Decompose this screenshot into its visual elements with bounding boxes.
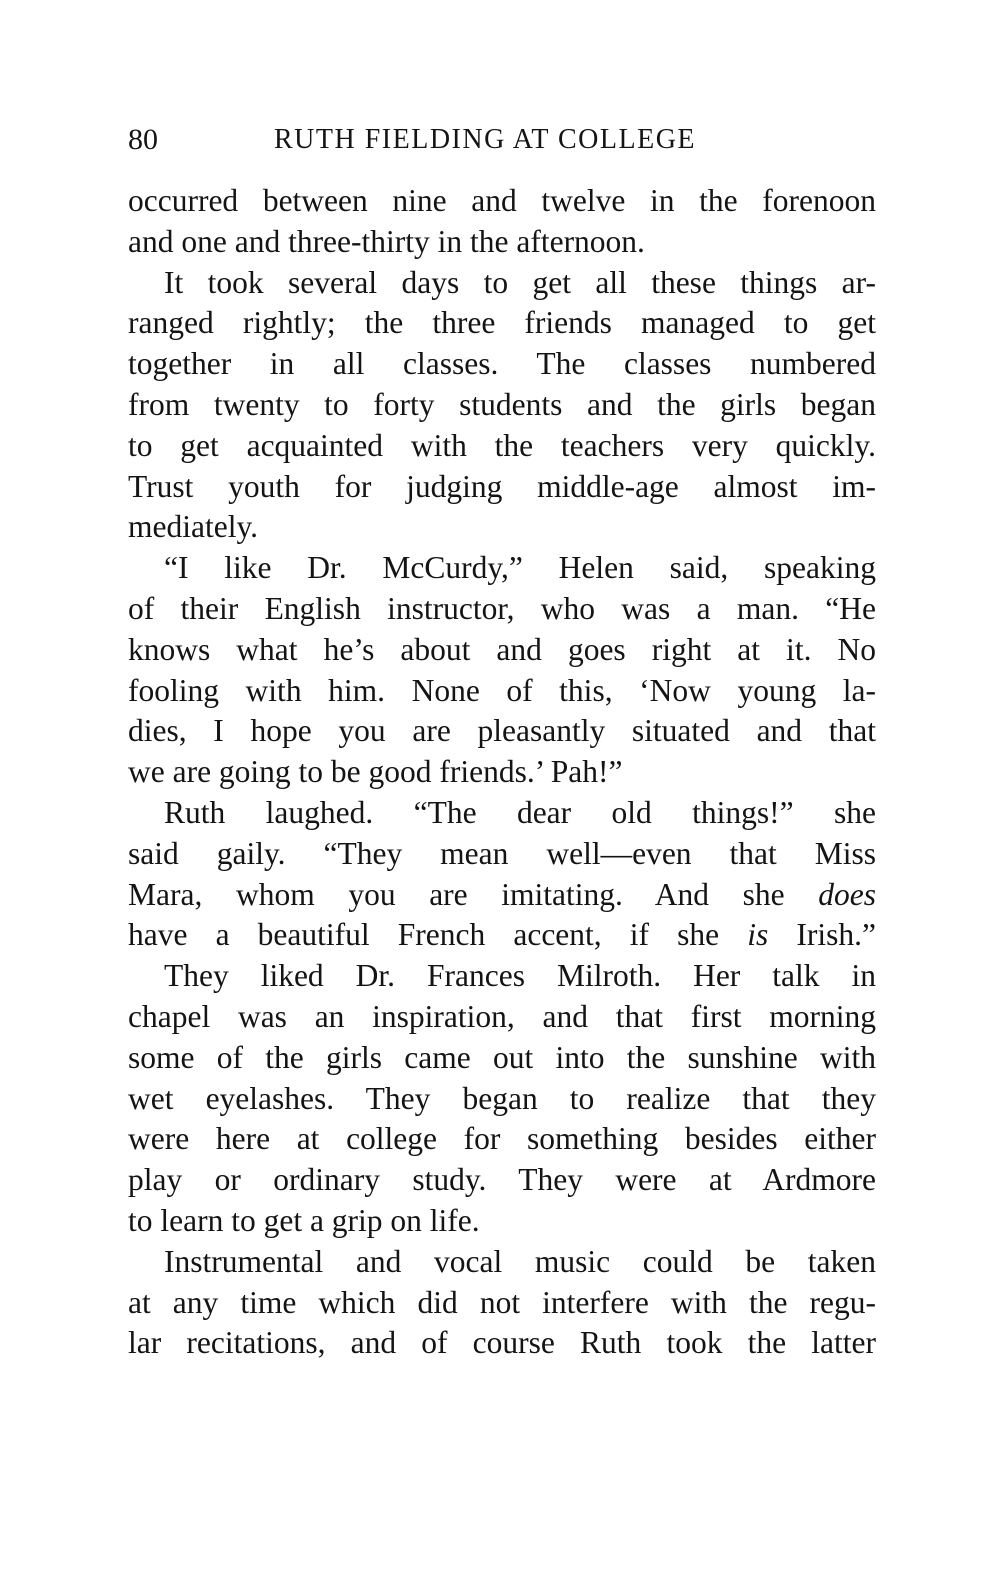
text-line: mediately. xyxy=(128,509,259,545)
text-line: to learn to get a grip on life. xyxy=(128,1202,480,1238)
text-line: ranged rightly; the three friends managed to get xyxy=(128,305,876,341)
text-line: knows what he’s about and goes right at it. No xyxy=(128,631,876,667)
running-title: RUTH FIELDING AT COLLEGE xyxy=(274,124,697,155)
body-text xyxy=(128,181,876,1364)
page-number: 80 xyxy=(128,123,158,156)
text-line: Ruth laughed. “The dear old things!” she xyxy=(164,794,876,830)
text-line: of their English instructor, who was a man. “He xyxy=(128,590,876,626)
text-line: lar recitations, and of course Ruth took the latter xyxy=(128,1325,876,1361)
text-line: said gaily. “They mean well—even that Miss xyxy=(128,835,876,871)
italic-word: does xyxy=(818,876,877,912)
text-line: we are going to be good friends.’ Pah!” xyxy=(128,754,623,790)
text-line: Instrumental and vocal music could be taken xyxy=(164,1243,876,1279)
text-line: Trust youth for judging middle-age almost im- xyxy=(128,468,876,504)
text-line: chapel was an inspiration, and that first morning xyxy=(128,998,876,1034)
text-line: at any time which did not interfere with the regu- xyxy=(128,1284,876,1320)
text-segment: Irish.” xyxy=(796,917,877,953)
italic-word: is xyxy=(747,917,769,953)
text-line xyxy=(128,915,876,956)
text-line: wet eyelashes. They began to realize that they xyxy=(128,1080,876,1116)
text-line: from twenty to forty students and the girls began xyxy=(128,386,876,422)
text-line: were here at college for something besides either xyxy=(128,1121,876,1157)
text-line: and one and three-thirty in the afternoon. xyxy=(128,223,645,259)
text-line: “I like Dr. McCurdy,” Helen said, speaking xyxy=(164,550,876,586)
text-line: some of the girls came out into the sunshine with xyxy=(128,1039,876,1075)
text-line: to get acquainted with the teachers very quickly. xyxy=(128,427,876,463)
text-segment: have a beautiful French accent, if she xyxy=(128,917,720,953)
text-line xyxy=(128,875,876,916)
text-line: together in all classes. The classes numbered xyxy=(128,346,876,382)
text-segment: Mara, whom you are imitating. And she xyxy=(128,876,785,912)
text-line: It took several days to get all these things ar- xyxy=(164,264,876,300)
running-head xyxy=(128,118,868,162)
text-line: play or ordinary study. They were at Ardmore xyxy=(128,1162,876,1198)
text-line: fooling with him. None of this, ‘Now young la- xyxy=(128,672,876,708)
text-line: dies, I hope you are pleasantly situated and that xyxy=(128,713,876,749)
text-line: occurred between nine and twelve in the forenoon xyxy=(128,183,876,218)
text-line: They liked Dr. Frances Milroth. Her talk in xyxy=(164,958,876,994)
